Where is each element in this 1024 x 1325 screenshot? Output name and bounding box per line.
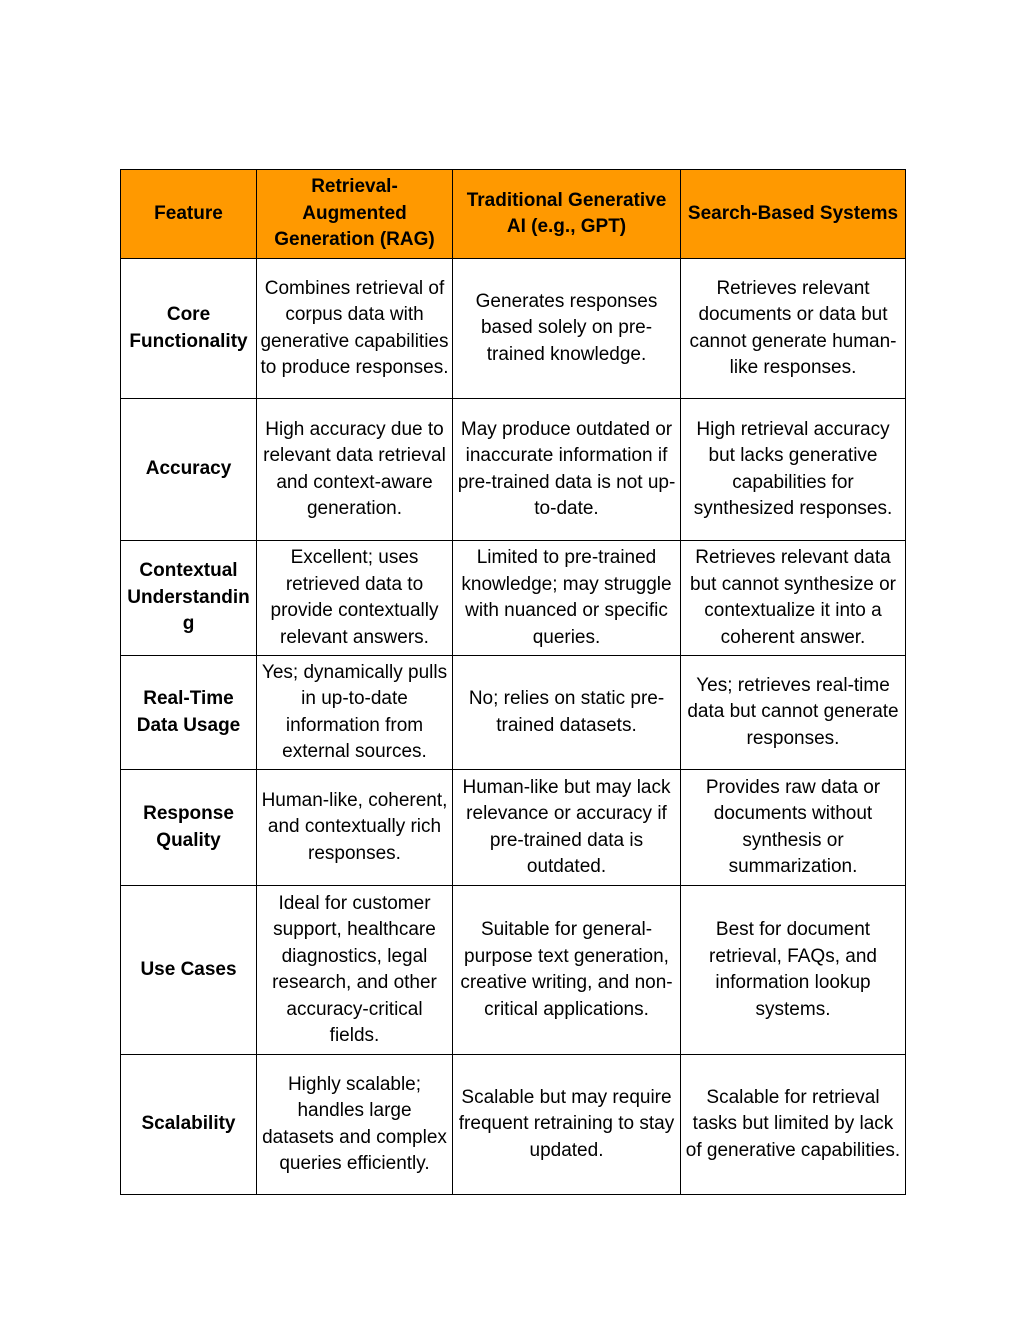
rag-cell: Ideal for customer support, healthcare diagnostics, legal research, and other accuracy-critical fields. [257, 886, 453, 1055]
header-row [121, 170, 906, 259]
traditional-cell: No; relies on static pre-trained datasets. [453, 656, 681, 770]
header-feature: Feature [121, 170, 257, 259]
search-cell: Provides raw data or documents without synthesis or summarization. [681, 770, 906, 886]
table-row [121, 541, 906, 656]
rag-cell: Yes; dynamically pulls in up-to-date information from external sources. [257, 656, 453, 770]
table-row [121, 886, 906, 1055]
header-search: Search-Based Systems [681, 170, 906, 259]
feature-cell: Core Functionality [121, 259, 257, 399]
feature-cell: Contextual Understanding [121, 541, 257, 656]
traditional-cell: Generates responses based solely on pre-trained knowledge. [453, 259, 681, 399]
traditional-cell: Limited to pre-trained knowledge; may struggle with nuanced or specific queries. [453, 541, 681, 656]
rag-cell: Combines retrieval of corpus data with generative capabilities to produce responses. [257, 259, 453, 399]
traditional-cell: Suitable for general-purpose text generation, creative writing, and non-critical applications. [453, 886, 681, 1055]
comparison-table [120, 169, 906, 1195]
header-rag: Retrieval-Augmented Generation (RAG) [257, 170, 453, 259]
table-row [121, 1055, 906, 1195]
rag-cell: Human-like, coherent, and contextually rich responses. [257, 770, 453, 886]
search-cell: Scalable for retrieval tasks but limited by lack of generative capabilities. [681, 1055, 906, 1195]
search-cell: Retrieves relevant data but cannot synthesize or contextualize it into a coherent answer. [681, 541, 906, 656]
table-row [121, 656, 906, 770]
table-row [121, 259, 906, 399]
search-cell: Retrieves relevant documents or data but cannot generate human-like responses. [681, 259, 906, 399]
feature-cell: Response Quality [121, 770, 257, 886]
traditional-cell: May produce outdated or inaccurate information if pre-trained data is not up-to-date. [453, 399, 681, 541]
traditional-cell: Scalable but may require frequent retraining to stay updated. [453, 1055, 681, 1195]
feature-cell: Scalability [121, 1055, 257, 1195]
feature-cell: Use Cases [121, 886, 257, 1055]
header-traditional: Traditional Generative AI (e.g., GPT) [453, 170, 681, 259]
rag-cell: Excellent; uses retrieved data to provide contextually relevant answers. [257, 541, 453, 656]
search-cell: Yes; retrieves real-time data but cannot generate responses. [681, 656, 906, 770]
table-row [121, 399, 906, 541]
search-cell: Best for document retrieval, FAQs, and information lookup systems. [681, 886, 906, 1055]
rag-cell: High accuracy due to relevant data retrieval and context-aware generation. [257, 399, 453, 541]
table-row [121, 770, 906, 886]
feature-cell: Real-Time Data Usage [121, 656, 257, 770]
traditional-cell: Human-like but may lack relevance or accuracy if pre-trained data is outdated. [453, 770, 681, 886]
feature-cell: Accuracy [121, 399, 257, 541]
rag-cell: Highly scalable; handles large datasets and complex queries efficiently. [257, 1055, 453, 1195]
search-cell: High retrieval accuracy but lacks generative capabilities for synthesized responses. [681, 399, 906, 541]
